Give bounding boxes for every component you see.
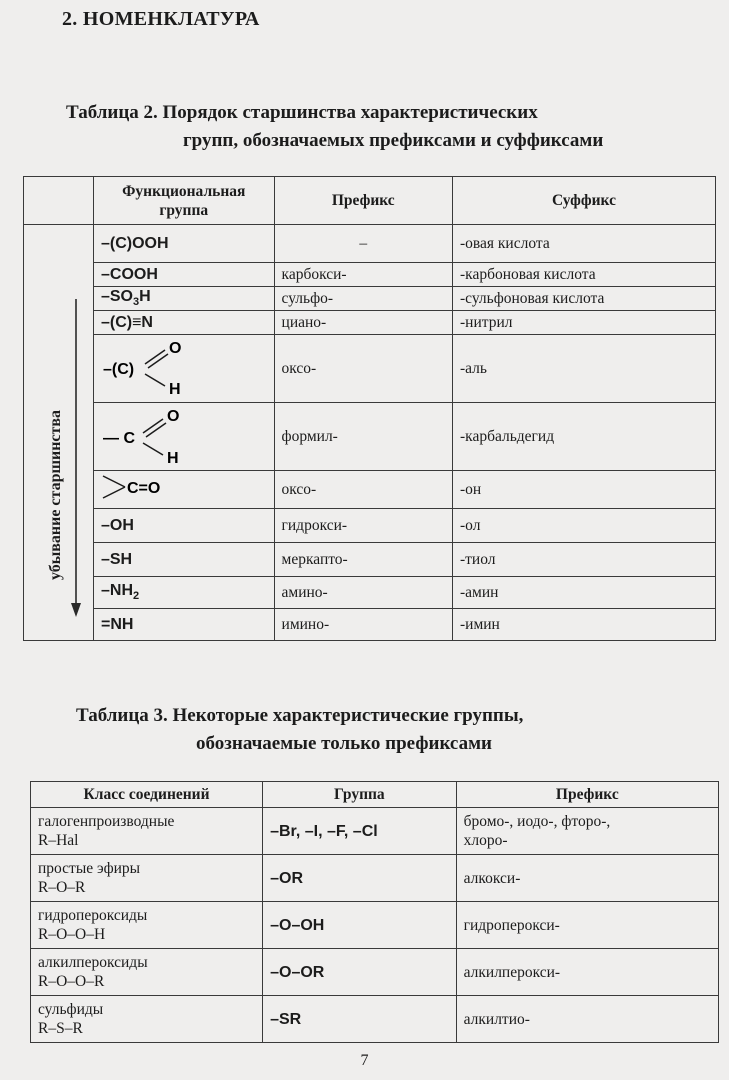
page-number: 7 (360, 1052, 369, 1069)
table-row (24, 471, 716, 509)
table-row (31, 902, 719, 949)
prefix-cell: меркапто- (274, 543, 452, 577)
suffix-cell: -ол (452, 509, 715, 543)
table-row (24, 263, 716, 287)
group-cell: –(C)≡N (93, 311, 274, 335)
side-label: убывание старшинства (47, 409, 64, 581)
group-subscript: 2 (133, 590, 140, 603)
header-group-line2: группа (159, 201, 209, 219)
group-text: –SO (100, 288, 133, 306)
group-cell: –O–OH (263, 902, 457, 949)
class-name: сульфиды (38, 1001, 104, 1018)
group-cell: =NH (93, 609, 274, 641)
group-cell (93, 287, 274, 311)
table-row (31, 855, 719, 902)
prefix-cell: циано- (274, 311, 452, 335)
suffix-cell: -имин (452, 609, 715, 641)
formula-top: O (166, 408, 180, 425)
prefix-cell: амино- (274, 577, 452, 609)
group-text-tail: H (139, 288, 151, 306)
table2-caption-line1: Таблица 2. Порядок старшинства характеристических (66, 102, 538, 123)
class-name: гидропероксиды (38, 907, 148, 924)
formula-bottom: H (168, 381, 181, 396)
precedence-table (23, 176, 716, 641)
class-cell (31, 855, 263, 902)
suffix-cell: -овая кислота (452, 225, 715, 263)
class-formula: R–S–R (38, 1020, 83, 1037)
table-row (24, 311, 716, 335)
side-column (24, 225, 94, 641)
suffix-cell: -нитрил (452, 311, 715, 335)
class-name: галогенпроизводные (38, 813, 175, 830)
group-cell: –(C)OOH (93, 225, 274, 263)
formula-bottom: H (166, 450, 179, 465)
table-row (24, 225, 716, 263)
group-cell: –Br, –I, –F, –Cl (263, 808, 457, 855)
prefix-line2: хлоро- (463, 832, 508, 849)
formula-left: — C (102, 430, 135, 447)
aldehyde-formula-icon (101, 336, 201, 396)
class-formula: R–Hal (38, 832, 79, 849)
group-cell (93, 335, 274, 403)
table-row (24, 335, 716, 403)
table3-caption-line2: обозначаемые только префиксами (196, 733, 492, 754)
group-cell (93, 403, 274, 471)
header-blank (24, 177, 94, 225)
class-cell (31, 808, 263, 855)
table-row (24, 543, 716, 577)
group-cell: –OR (263, 855, 457, 902)
group-cell: –OH (93, 509, 274, 543)
header-functional-group (93, 177, 274, 225)
prefix-cell (456, 808, 718, 855)
class-cell (31, 949, 263, 996)
class-cell (31, 996, 263, 1043)
prefix-cell: гидроперокси- (456, 902, 718, 949)
class-formula: R–O–O–H (38, 926, 106, 943)
table-header-row (24, 177, 716, 225)
class-cell (31, 902, 263, 949)
header-group-line1: Функциональная (122, 182, 246, 200)
prefix-cell: карбокси- (274, 263, 452, 287)
prefix-cell: алкокси- (456, 855, 718, 902)
formula-left: –(C) (102, 361, 135, 378)
section-title: 2. НОМЕНКЛАТУРА (62, 8, 260, 30)
group-cell: –COOH (93, 263, 274, 287)
formyl-formula-icon (101, 403, 201, 465)
header-suffix: Суффикс (452, 177, 715, 225)
table-row (31, 996, 719, 1043)
group-cell (93, 471, 274, 509)
group-cell: –SH (93, 543, 274, 577)
prefix-cell: – (274, 225, 452, 263)
header-prefix: Префикс (456, 782, 718, 808)
prefix-cell: оксо- (274, 471, 452, 509)
prefix-cell: гидрокси- (274, 509, 452, 543)
table-row (24, 509, 716, 543)
prefix-cell: формил- (274, 403, 452, 471)
table-row (31, 949, 719, 996)
table-row (24, 403, 716, 471)
group-cell: –O–OR (263, 949, 457, 996)
prefix-cell: алкилтио- (456, 996, 718, 1043)
table2-caption-line2: групп, обозначаемых префиксами и суффиксами (183, 130, 604, 151)
suffix-cell: -аль (452, 335, 715, 403)
suffix-cell: -он (452, 471, 715, 509)
class-formula: R–O–O–R (38, 973, 105, 990)
suffix-cell: -тиол (452, 543, 715, 577)
prefix-only-table (30, 781, 719, 1043)
header-prefix: Префикс (274, 177, 452, 225)
ketone-formula-icon (101, 471, 201, 503)
suffix-cell: -карбоновая кислота (452, 263, 715, 287)
table3-caption-line1: Таблица 3. Некоторые характеристические группы, (76, 705, 524, 726)
table-row (24, 577, 716, 609)
group-subscript: 3 (133, 296, 140, 309)
table-row (24, 287, 716, 311)
formula-top: O (168, 340, 182, 357)
formula-left: C=O (126, 480, 161, 497)
class-formula: R–O–R (38, 879, 86, 896)
table-header-row (31, 782, 719, 808)
table-row (31, 808, 719, 855)
group-text: –NH (100, 582, 133, 600)
header-group: Группа (263, 782, 457, 808)
suffix-cell: -амин (452, 577, 715, 609)
class-name: алкилпероксиды (38, 954, 148, 971)
prefix-cell: сульфо- (274, 287, 452, 311)
class-name: простые эфиры (38, 860, 141, 877)
header-class: Класс соединений (31, 782, 263, 808)
group-cell (93, 577, 274, 609)
prefix-line1: бромо-, иодо-, фторо-, (463, 813, 611, 830)
prefix-cell: имино- (274, 609, 452, 641)
prefix-cell: алкилперокси- (456, 949, 718, 996)
suffix-cell: -сульфоновая кислота (452, 287, 715, 311)
table-row (24, 609, 716, 641)
suffix-cell: -карбальдегид (452, 403, 715, 471)
group-cell: –SR (263, 996, 457, 1043)
prefix-cell: оксо- (274, 335, 452, 403)
